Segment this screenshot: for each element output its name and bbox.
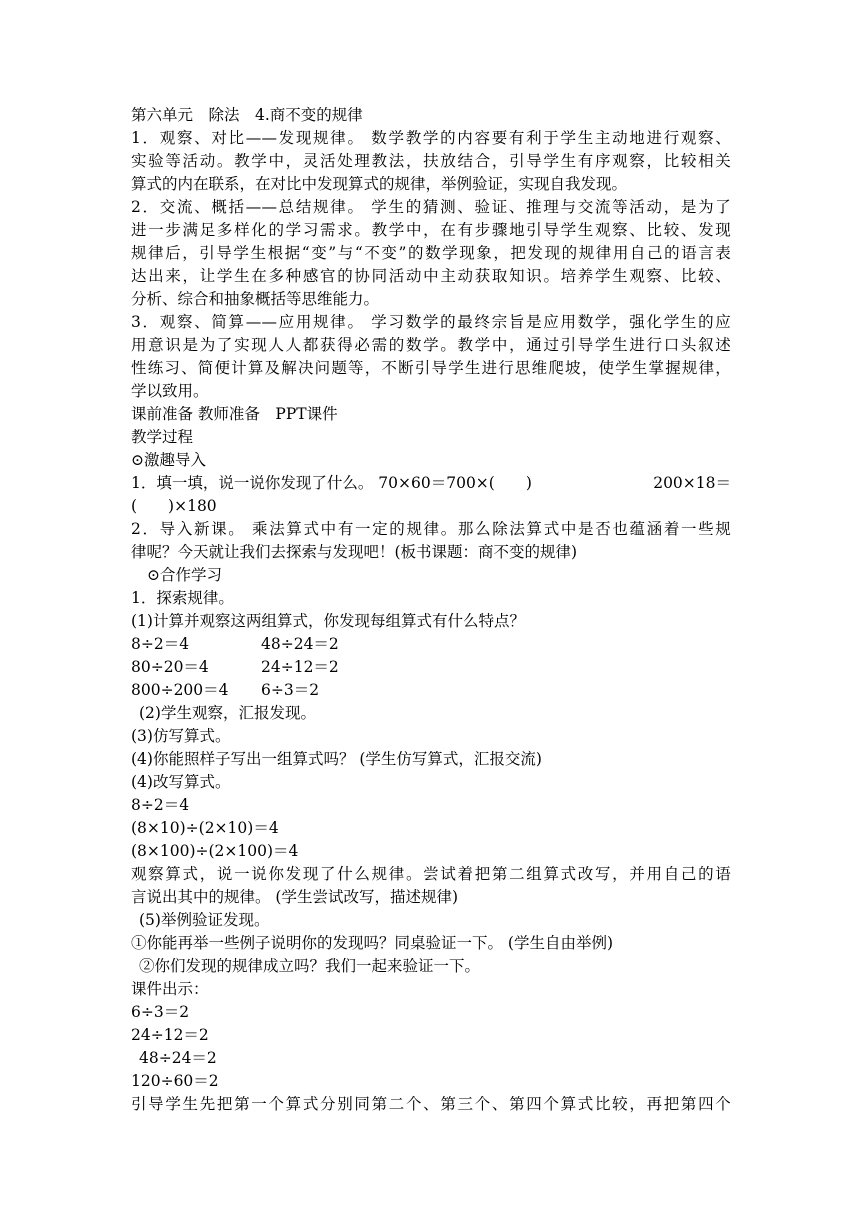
paragraph-line: (2)学生观察，汇报发现。	[139, 704, 316, 722]
paragraph-line: 3．观察、简算——应用规律。 学习数学的最终宗旨是应用数学，强化学生的应	[131, 313, 731, 331]
equation: 8÷2＝4	[131, 635, 190, 653]
equation: 24÷12＝2	[131, 1026, 209, 1044]
paragraph-line: 算式的内在联系，在对比中发现算式的规律，举例验证，实现自我发现。	[131, 175, 628, 193]
equation: 80÷20＝4	[131, 658, 209, 676]
fill-question-row	[131, 472, 731, 495]
paragraph-line: 性练习、简便计算及解决问题等，不断引导学生进行思维爬坡，使学生掌握规律，	[131, 359, 731, 377]
equation: 24÷12＝2	[261, 658, 339, 676]
equation: 6÷3＝2	[261, 681, 320, 699]
paragraph-line: (5)举例验证发现。	[139, 911, 270, 929]
paragraph-line: 课件出示：	[131, 980, 209, 998]
paragraph-line: (3)仿写算式。	[131, 727, 231, 745]
section-heading: ⊙合作学习	[147, 566, 222, 584]
paragraph-line: (4)你能照样子写出一组算式吗？ (学生仿写算式，汇报交流)	[131, 750, 542, 768]
paragraph-line: 引导学生先把第一个算式分别同第二个、第三个、第四个算式比较，再把第四个	[131, 1095, 731, 1113]
paragraph-line: 学以致用。	[131, 382, 209, 400]
equation: 120÷60＝2	[131, 1072, 219, 1090]
equation-pair	[131, 679, 731, 702]
paragraph-line: 1．探索规律。	[131, 589, 234, 607]
equation: (8×100)÷(2×100)＝4	[131, 842, 299, 860]
paragraph-line: 1．观察、对比——发现规律。 数学教学的内容要有利于学生主动地进行观察、	[131, 129, 731, 147]
fill-question-right: 200×18＝	[653, 474, 731, 492]
equation: 6÷3＝2	[131, 1003, 190, 1021]
paragraph-line: 2．交流、概括——总结规律。 学生的猜测、验证、推理与交流等活动，是为了	[131, 198, 731, 216]
paragraph-line: 2．导入新课。 乘法算式中有一定的规律。那么除法算式中是否也蕴涵着一些规	[131, 520, 731, 538]
paragraph-line: (1)计算并观察这两组算式，你发现每组算式有什么特点？	[131, 612, 525, 630]
doc-title: 第六单元 除法 4.商不变的规律	[131, 106, 363, 124]
paragraph-line: 达出来，让学生在多种感官的协同活动中主动获取知识。培养学生观察、比较、	[131, 267, 731, 285]
paragraph-line: 言说出其中的规律。 (学生尝试改写，描述规律)	[131, 888, 459, 906]
section-heading: ⊙激趣导入	[131, 451, 206, 469]
equation: 48÷24＝2	[261, 635, 339, 653]
paragraph-line: (4)改写算式。	[131, 773, 231, 791]
paragraph-line: 进一步满足多样化的学习需求。教学中，在有步骤地引导学生观察、比较、发现	[131, 221, 731, 239]
fill-question-next: ( )×180	[131, 497, 217, 515]
paragraph-line: 分析、综合和抽象概括等思维能力。	[131, 290, 380, 308]
fill-question-left: 1．填一填，说一说你发现了什么。 70×60＝700×( )	[131, 474, 532, 492]
paragraph-line: 律呢？今天就让我们去探索与发现吧！(板书课题：商不变的规律)	[131, 543, 578, 561]
paragraph-line: ②你们发现的规律成立吗？我们一起来验证一下。	[139, 957, 481, 975]
equation-pair	[131, 656, 731, 679]
paragraph-line: ①你能再举一些例子说明你的发现吗？同桌验证一下。 (学生自由举例)	[131, 934, 614, 952]
paragraph-line: 规律后，引导学生根据“变”与“不变”的数学现象，把发现的规律用自己的语言表	[131, 244, 731, 262]
equation: 48÷24＝2	[139, 1049, 217, 1067]
section-heading: 教学过程	[131, 428, 194, 446]
paragraph-line: 用意识是为了实现人人都获得必需的数学。教学中，通过引导学生进行口头叙述	[131, 336, 731, 354]
paragraph-line: 观察算式，说一说你发现了什么规律。尝试着把第二组算式改写，并用自己的语	[131, 865, 731, 883]
equation: 8÷2＝4	[131, 796, 190, 814]
equation: (8×10)÷(2×10)＝4	[131, 819, 279, 837]
document-body	[131, 104, 731, 1116]
equation-pair	[131, 633, 731, 656]
paragraph-line: 实验等活动。教学中，灵活处理教法，扶放结合，引导学生有序观察，比较相关	[131, 152, 731, 170]
section-heading: 课前准备 教师准备 PPT课件	[131, 405, 338, 423]
equation: 800÷200＝4	[131, 681, 229, 699]
